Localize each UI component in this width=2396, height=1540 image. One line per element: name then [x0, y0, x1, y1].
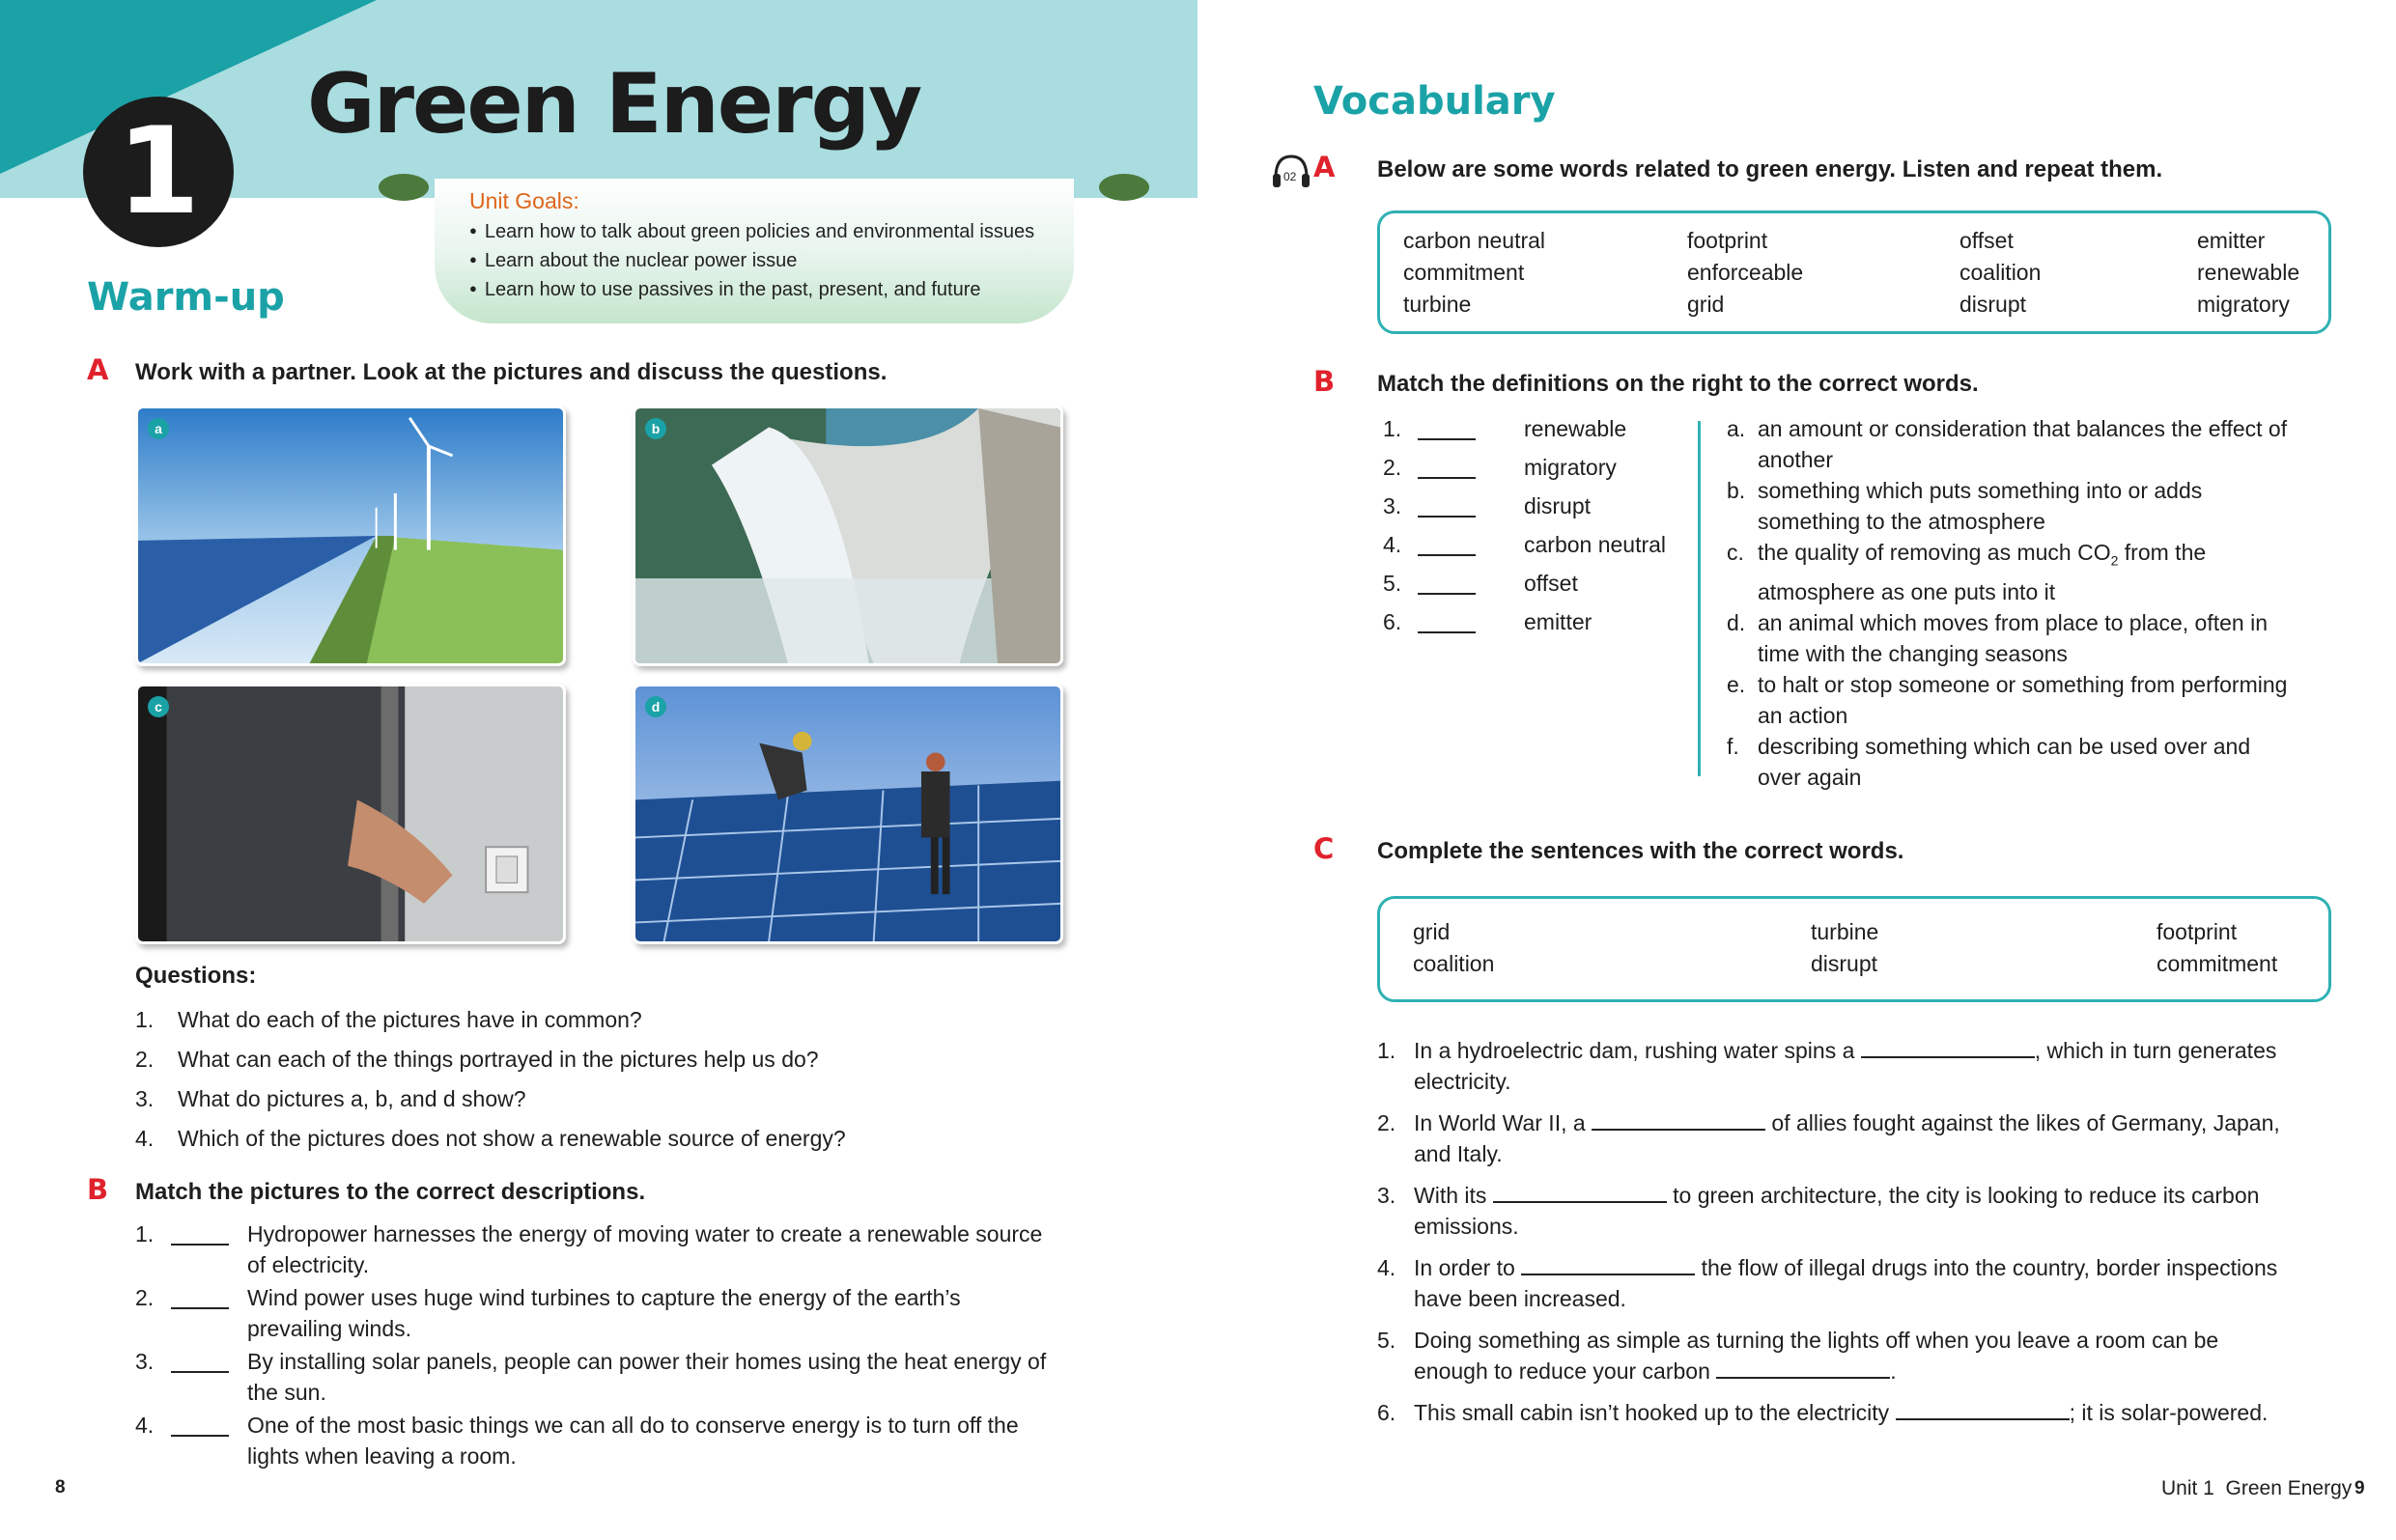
list-item: 4. carbon neutral: [1383, 532, 1667, 557]
photo-tag: b: [645, 418, 666, 439]
photo-solar-panels: [633, 684, 1063, 944]
list-item: 3. By installing solar panels, people can power their homes using the heat energy of the sun.: [135, 1349, 1047, 1405]
word: turbine: [1811, 919, 1879, 944]
list-item: 1. What do each of the pictures have in common?: [135, 1007, 642, 1032]
photo-tag: d: [645, 696, 666, 717]
list-item: 4. In order to the flow of illegal drugs into the country, border inspections have been increased.: [1377, 1252, 2353, 1314]
section-letter: A: [87, 353, 109, 386]
word: turbine: [1403, 292, 1472, 317]
running-footer: Unit 1 Green Energy: [2161, 1477, 2353, 1499]
photo-light-switch: [135, 684, 566, 944]
questions-list: [135, 1004, 1101, 1154]
word: grid: [1687, 292, 1725, 317]
list-item: 6. emitter: [1383, 609, 1593, 634]
list-item: 2. What can each of the things portrayed in the pictures help us do?: [135, 1047, 819, 1072]
word: footprint: [1687, 228, 1768, 253]
list-item: 3. What do pictures a, b, and d show?: [135, 1086, 526, 1111]
word: emitter: [2197, 228, 2266, 253]
divider: [1698, 421, 1701, 776]
page-number: 8: [55, 1477, 66, 1498]
match-descriptions-list: [135, 1218, 1101, 1471]
word: disrupt: [1811, 951, 1878, 976]
list-item: 1. Hydropower harnesses the energy of moving water to create a renewable source of electricity.: [135, 1221, 1043, 1277]
list-item: 4. One of the most basic things we can all do to conserve energy is to turn off the lights when leaving a room.: [135, 1413, 1019, 1469]
list-item: 3. With its to green architecture, the city is looking to reduce its carbon emissions.: [1377, 1180, 2353, 1242]
questions-label: Questions:: [135, 963, 257, 989]
word-box: [1377, 896, 2331, 1002]
word: footprint: [2156, 919, 2238, 944]
word: renewable: [2197, 260, 2300, 285]
match-words-list: [1383, 413, 1731, 645]
word: disrupt: [1959, 292, 2027, 317]
leaf-decoration-icon: [379, 174, 429, 201]
word: migratory: [2197, 292, 2290, 317]
unit-goal-item: ● Learn about the nuclear power issue: [469, 247, 1074, 276]
page-number: 9: [2354, 1478, 2365, 1498]
section-letter: B: [87, 1173, 109, 1206]
word: enforceable: [1687, 260, 1804, 285]
answer-blank[interactable]: [1521, 1252, 1695, 1275]
warmup-heading: Warm-up: [87, 275, 285, 320]
answer-blank[interactable]: [1418, 494, 1476, 518]
list-item: 2. Wind power uses huge wind turbines to capture the energy of the earth’s prevailing winds.: [135, 1285, 961, 1341]
section-instruction: Match the pictures to the correct descriptions.: [135, 1179, 646, 1205]
section-instruction: Match the definitions on the right to the correct words.: [1377, 371, 1979, 397]
section-instruction: Complete the sentences with the correct words.: [1377, 838, 1904, 864]
photo-hydroelectric-dam: [633, 406, 1063, 666]
list-item: 2. migratory: [1383, 455, 1617, 480]
section-instruction: Below are some words related to green energy. Listen and repeat them.: [1377, 156, 2163, 182]
answer-blank[interactable]: [171, 1286, 229, 1309]
leaf-decoration-icon: [1099, 174, 1149, 201]
list-item: 5. Doing something as simple as turning the lights off when you leave a room can be enough to reduce your carbon .: [1377, 1328, 2219, 1384]
list-item: 1. renewable: [1383, 416, 1627, 441]
word: offset: [1959, 228, 2014, 253]
photo-tag: c: [148, 696, 169, 717]
answer-blank[interactable]: [1896, 1397, 2070, 1420]
answer-blank[interactable]: [1716, 1356, 1890, 1379]
list-item: 6. This small cabin isn’t hooked up to the electricity ; it is solar-powered.: [1377, 1397, 2353, 1428]
list-item: f. describing something which can be used over and over again: [1727, 733, 2251, 790]
section-letter: C: [1313, 832, 1335, 865]
unit-goals-heading: Unit Goals:: [469, 188, 579, 213]
list-item: b. something which puts something into or adds something to the atmosphere: [1727, 478, 2203, 534]
word: grid: [1413, 919, 1451, 944]
section-letter: A: [1313, 151, 1336, 183]
list-item: a. an amount or consideration that balances the effect of another: [1727, 416, 2288, 472]
word: commitment: [1403, 260, 1525, 285]
answer-blank[interactable]: [1418, 417, 1476, 440]
list-item: e. to halt or stop someone or something from performing an action: [1727, 671, 2288, 728]
word: coalition: [1959, 260, 2042, 285]
answer-blank[interactable]: [171, 1222, 229, 1246]
unit-goal-item: ● Learn how to talk about green policies and environmental issues: [469, 218, 1074, 247]
word: commitment: [2156, 951, 2278, 976]
answer-blank[interactable]: [171, 1350, 229, 1373]
answer-blank[interactable]: [1418, 533, 1476, 556]
unit-number-badge: 1: [83, 97, 234, 247]
answer-blank[interactable]: [1418, 610, 1476, 633]
answer-blank[interactable]: [1418, 572, 1476, 595]
photo-wind-turbines: [135, 406, 566, 666]
definitions-list: [1727, 413, 2374, 793]
vocabulary-heading: Vocabulary: [1313, 79, 1556, 124]
headphones-icon[interactable]: [1271, 153, 1311, 191]
list-item: 5. offset: [1383, 571, 1578, 596]
word: coalition: [1413, 951, 1495, 976]
unit-goals-box: [435, 179, 1074, 323]
list-item: 1. In a hydroelectric dam, rushing water spins a , which in turn generates electricity.: [1377, 1035, 2353, 1097]
unit-title: Green Energy: [307, 56, 921, 153]
sentences-list: [1377, 1035, 2353, 1428]
photo-tag: a: [148, 418, 169, 439]
section-instruction: Work with a partner. Look at the pictures and discuss the questions.: [135, 359, 888, 385]
list-item: c. the quality of removing as much $CO_2$ from the atmosphere as one puts into it: [1727, 540, 2207, 604]
word: carbon neutral: [1403, 228, 1546, 253]
answer-blank[interactable]: [1861, 1035, 2035, 1058]
section-letter: B: [1313, 365, 1336, 398]
answer-blank[interactable]: [1592, 1107, 1765, 1131]
list-item: 4. Which of the pictures does not show a renewable source of energy?: [135, 1126, 846, 1151]
audio-track-number: 02: [1283, 170, 1297, 183]
unit-goal-item: ● Learn how to use passives in the past, present, and future: [469, 276, 1074, 305]
answer-blank[interactable]: [171, 1414, 229, 1437]
answer-blank[interactable]: [1418, 456, 1476, 479]
answer-blank[interactable]: [1493, 1180, 1667, 1203]
right-page: [1198, 0, 2396, 1540]
list-item: 3. disrupt: [1383, 493, 1592, 518]
word-box: [1377, 210, 2331, 334]
list-item: d. an animal which moves from place to place, often in time with the changing seasons: [1727, 609, 2268, 666]
list-item: 2. In World War II, a of allies fought against the likes of Germany, Japan, and Italy.: [1377, 1107, 2353, 1169]
